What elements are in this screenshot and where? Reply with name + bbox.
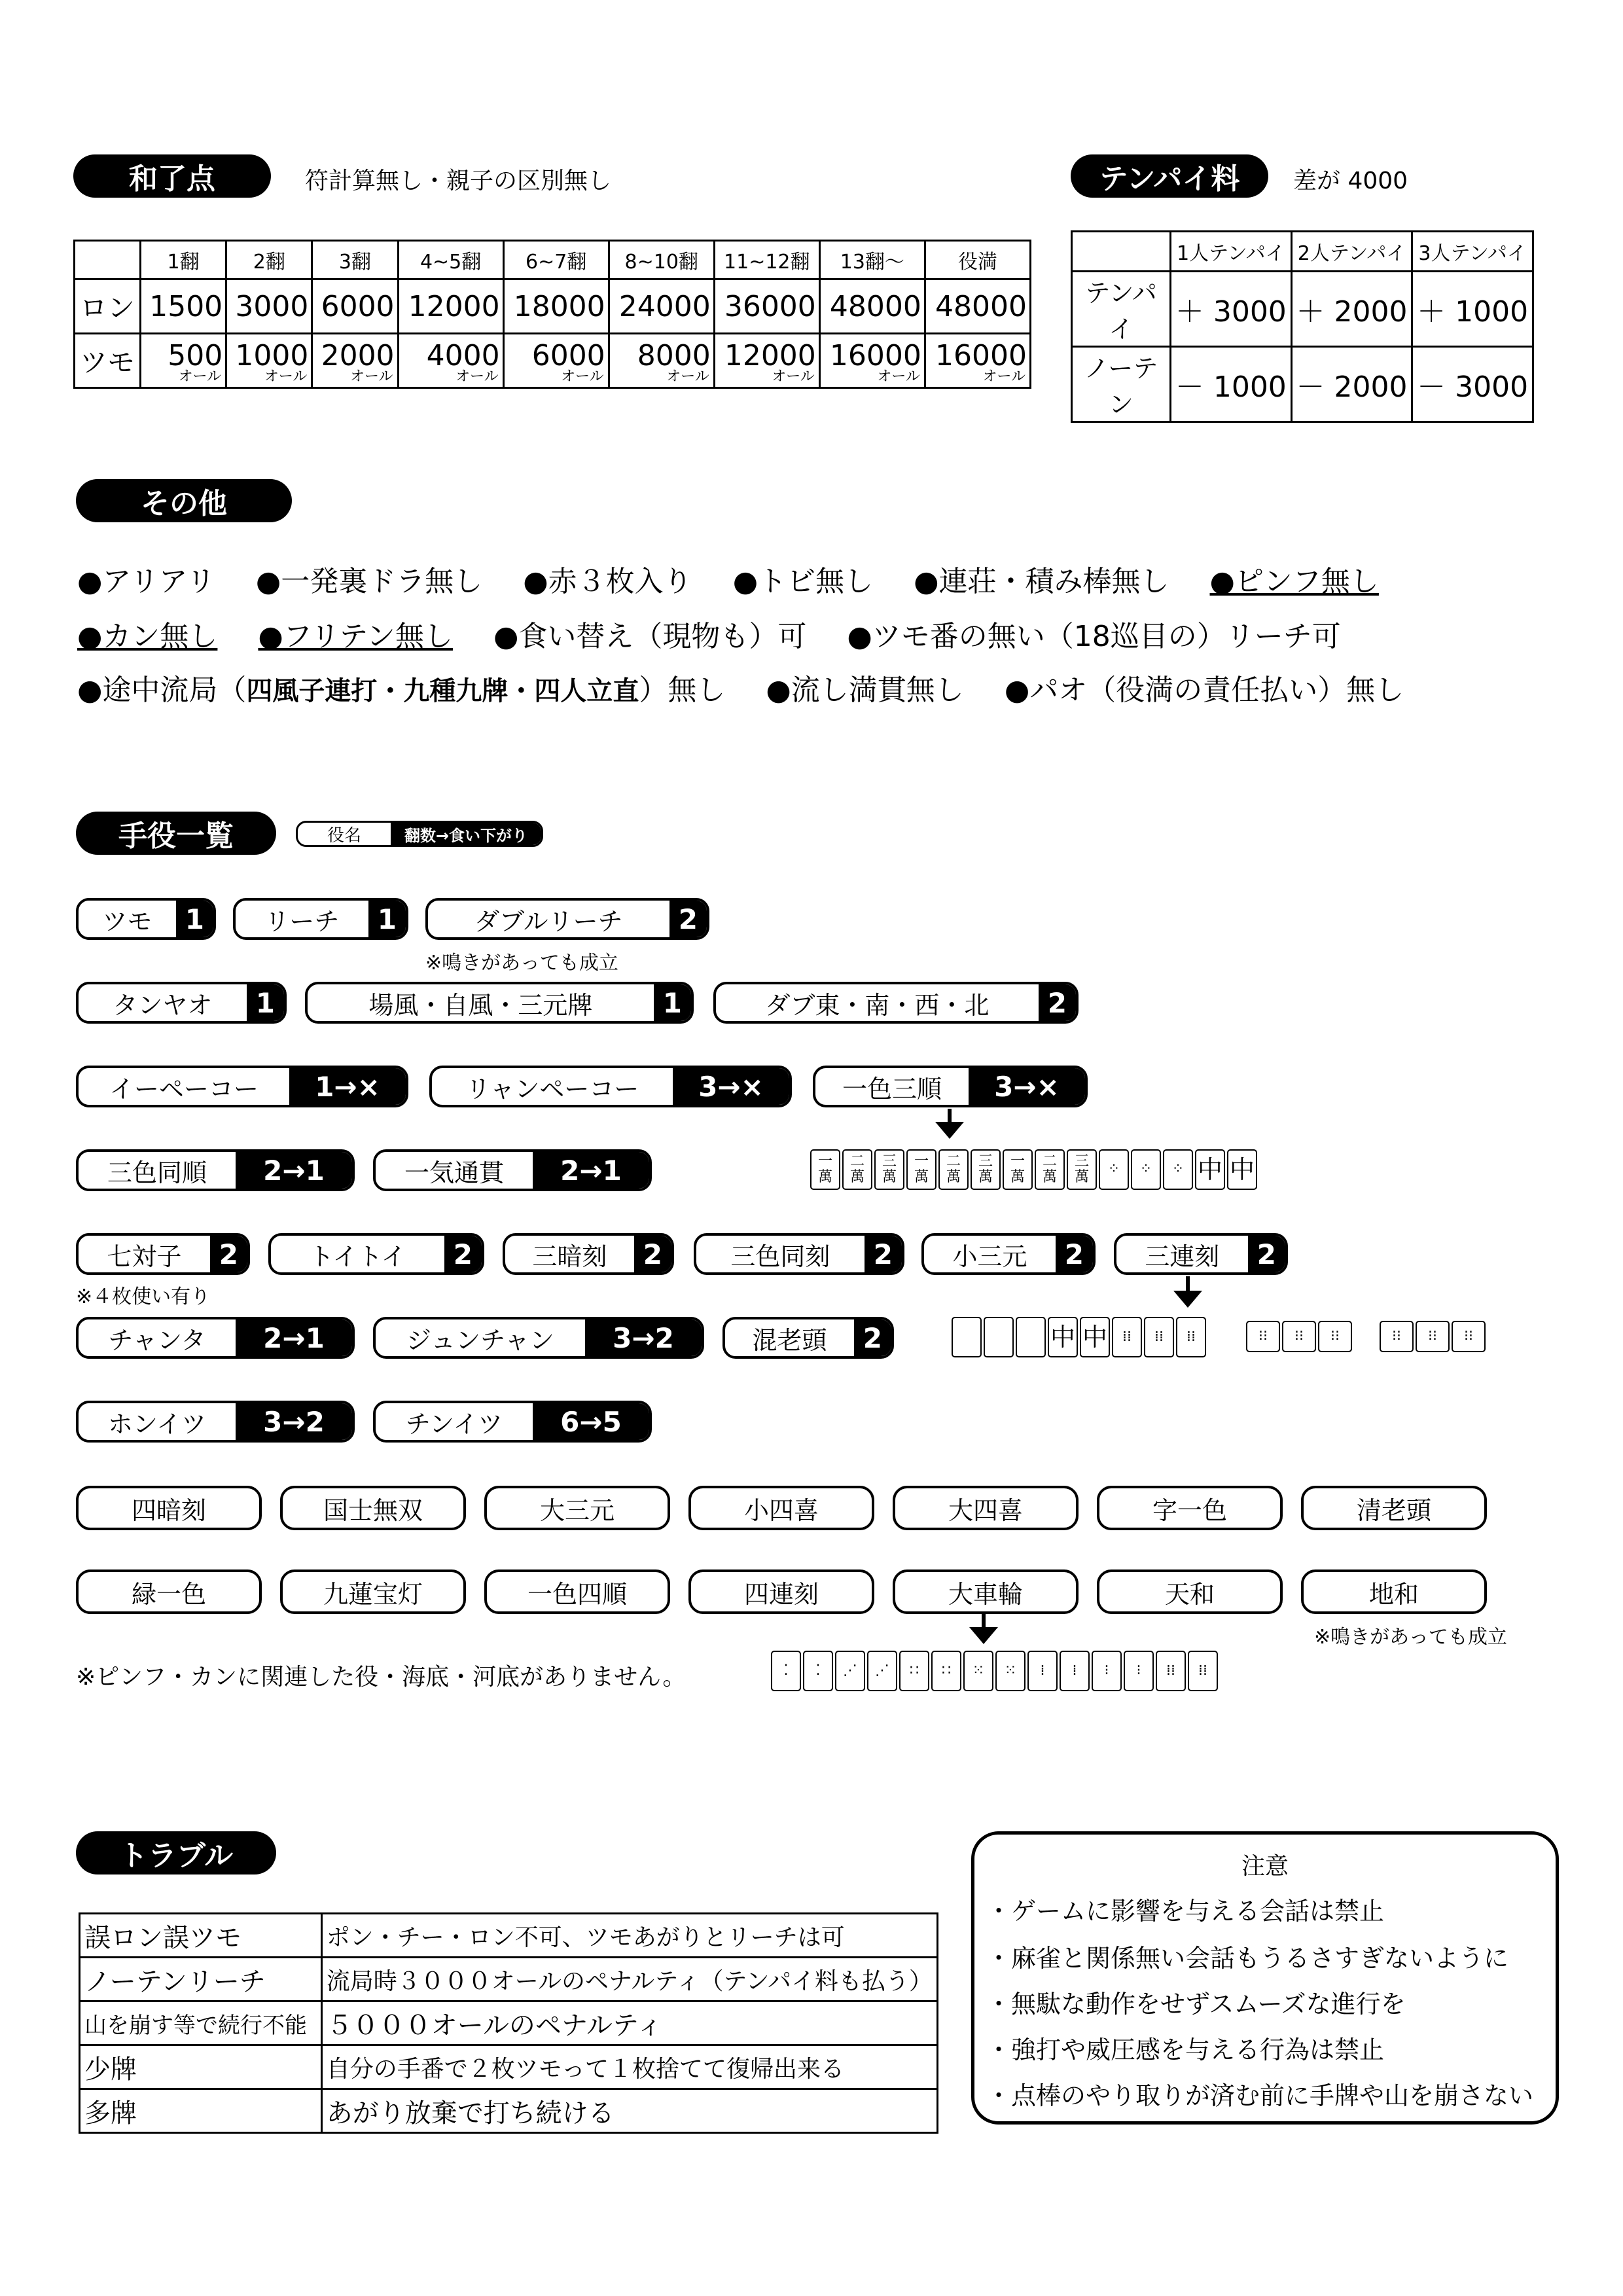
score-header-cell: 3翻 xyxy=(312,241,398,279)
rule-item: ●カン無し xyxy=(77,620,218,653)
tile-pin: ⁝ xyxy=(1092,1651,1122,1691)
noten-row xyxy=(1072,347,1533,422)
score-header-cell: 役満 xyxy=(925,241,1030,279)
tile-pin: ∷ xyxy=(931,1651,961,1691)
yaku-toitoi: トイトイ 2 xyxy=(268,1233,484,1275)
score-header-cell: 6~7翻 xyxy=(503,241,609,279)
trouble-case: 多牌 xyxy=(80,2089,322,2133)
tile-chun: 中 xyxy=(1080,1317,1110,1357)
trouble-case: 誤ロン誤ツモ xyxy=(80,1914,322,1958)
ron-cell: 12000 xyxy=(398,279,503,334)
legend-name: 役名 xyxy=(327,825,361,846)
tsumo-cell: 16000 オール xyxy=(925,334,1030,388)
yaku-riichi: リーチ 1 xyxy=(233,898,408,940)
rule-item: ）無し xyxy=(639,673,726,707)
yakuman-suuankou: 四暗刻 xyxy=(76,1486,262,1530)
tenpai-header-cell: 1人テンパイ xyxy=(1171,232,1292,272)
tile-chun: 中 xyxy=(1195,1149,1225,1190)
noten-row-label: ノーテン xyxy=(1072,347,1171,422)
tsumo-cell: 16000 オール xyxy=(819,334,925,388)
sonota-title: その他 xyxy=(76,479,292,522)
score-header-cell: 1翻 xyxy=(141,241,226,279)
tiles-sanrenkou xyxy=(952,1317,1206,1357)
arrow-down-icon xyxy=(969,1627,998,1644)
trouble-table xyxy=(79,1912,938,2134)
yaku-iipeikou: イーペーコー 1→× xyxy=(76,1066,408,1107)
yaku-shousangen: 小三元 2 xyxy=(921,1233,1096,1275)
yaku-tanyao: タンヤオ 1 xyxy=(76,982,287,1024)
tile-sou-sideways: ⁝⁝ xyxy=(1416,1321,1450,1352)
tile-pin: ⋰ xyxy=(835,1651,865,1691)
tile-sou: ⁞⁞ xyxy=(1112,1317,1142,1357)
ron-cell: 48000 xyxy=(925,279,1030,334)
tile-pin: ⁝ xyxy=(1124,1651,1154,1691)
tile-pin: ∷ xyxy=(899,1651,929,1691)
tiles-sanrenkou-3 xyxy=(1380,1321,1486,1352)
yakuman-daisangen: 大三元 xyxy=(484,1486,670,1530)
trouble-row xyxy=(80,2045,938,2089)
trouble-row xyxy=(80,1958,938,2001)
rule-item: ●アリアリ xyxy=(77,565,215,598)
ron-cell: 6000 xyxy=(312,279,398,334)
yaku-isshoku-sanjun: 一色三順 3→× xyxy=(813,1066,1088,1107)
yakuman-suurenkou: 四連刻 xyxy=(688,1570,874,1614)
tenpai-note: 差が 4000 xyxy=(1293,168,1408,194)
tile-haku xyxy=(1016,1317,1046,1357)
note-chiihou: ※鳴きがあっても成立 xyxy=(1314,1626,1507,1649)
tenpai-table xyxy=(1071,230,1534,423)
tenpai-cell: ＋ 1000 xyxy=(1412,272,1533,347)
trouble-penalty: 流局時３０００オールのペナルティ（テンパイ料も払う） xyxy=(321,1958,937,2001)
rule-item: ●一発裏ドラ無し xyxy=(255,565,483,598)
tsumo-row xyxy=(75,334,1031,388)
noten-cell: － 2000 xyxy=(1291,347,1412,422)
caution-item: ・強打や威圧感を与える行為は禁止 xyxy=(986,2036,1385,2064)
score-header-cell: 2翻 xyxy=(226,241,312,279)
tsumo-cell: 4000 オール xyxy=(398,334,503,388)
tile-sou: ⁞⁞ xyxy=(1176,1317,1206,1357)
rule-item: ●パオ（役満の責任払い）無し xyxy=(1004,673,1404,707)
rule-item: ●ピンフ無し xyxy=(1209,565,1379,598)
yaku-ryanpeikou: リャンペーコー 3→× xyxy=(429,1066,792,1107)
tile-pin: ⁘ xyxy=(1131,1149,1161,1190)
rule-item: ●トビ無し xyxy=(732,565,874,598)
note-double-riichi: ※鳴きがあっても成立 xyxy=(425,952,618,975)
yakuman-chuuren: 九蓮宝灯 xyxy=(280,1570,466,1614)
tile-pin: ⁚ xyxy=(803,1651,833,1691)
yakuman-chiihou: 地和 xyxy=(1301,1570,1487,1614)
caution-item: ・ゲームに影響を与える会話は禁止 xyxy=(986,1897,1385,1926)
trouble-penalty: 自分の手番で２枚ツモって１枚捨てて復帰出来る xyxy=(321,2045,937,2089)
yaku-chanta: チャンタ 2→1 xyxy=(76,1317,355,1359)
tile-pin: ⁞⁞ xyxy=(1156,1651,1186,1691)
rule-line-2 xyxy=(77,613,1372,655)
yakuman-tenhou: 天和 xyxy=(1097,1570,1283,1614)
yakuman-isshoku-yonjun: 一色四順 xyxy=(484,1570,670,1614)
tile-man: 一 萬 xyxy=(906,1149,936,1190)
tiles-sanrenkou-2 xyxy=(1246,1321,1352,1352)
tenpai-header-cell: 3人テンパイ xyxy=(1412,232,1533,272)
yaku-sanrenkou: 三連刻 2 xyxy=(1114,1233,1288,1275)
tenpai-cell: ＋ 2000 xyxy=(1291,272,1412,347)
tsumo-cell: 8000 オール xyxy=(609,334,714,388)
score-header-cell: 8~10翻 xyxy=(609,241,714,279)
tsumo-cell: 500 オール xyxy=(141,334,226,388)
tile-man: 三 萬 xyxy=(971,1149,1001,1190)
trouble-row xyxy=(80,2089,938,2133)
tile-sou-sideways: ⁝⁝ xyxy=(1246,1321,1280,1352)
arrow-down-icon xyxy=(935,1122,964,1139)
ron-cell: 36000 xyxy=(714,279,819,334)
yaku-chiitoi: 七対子 2 xyxy=(76,1233,250,1275)
ron-cell: 48000 xyxy=(819,279,925,334)
tile-man: 三 萬 xyxy=(874,1149,904,1190)
tile-haku xyxy=(952,1317,982,1357)
yakuman-tsuuiisou: 字一色 xyxy=(1097,1486,1283,1530)
tile-pin: ⁚ xyxy=(771,1651,801,1691)
tile-pin: ⁘ xyxy=(1163,1149,1193,1190)
yaku-honroutou: 混老頭 2 xyxy=(722,1317,894,1359)
ron-cell: 1500 xyxy=(141,279,226,334)
rule-item: ●途中流局（ xyxy=(77,673,247,707)
yakuman-daisharin: 大車輪 xyxy=(893,1570,1079,1614)
arrow-stem xyxy=(948,1109,952,1123)
tile-man: 一 萬 xyxy=(810,1149,840,1190)
tile-sou-sideways: ⁝⁝ xyxy=(1318,1321,1352,1352)
score-header-cell: 13翻～ xyxy=(819,241,925,279)
tsumo-label: ツモ xyxy=(75,334,141,388)
arrow-stem xyxy=(1186,1276,1190,1292)
rule-item: ●赤３枚入り xyxy=(523,565,692,598)
yakuman-chinroutou: 清老頭 xyxy=(1301,1486,1487,1530)
yaku-bottom-note: ※ピンフ・カンに関連した役・海底・河底がありません。 xyxy=(76,1664,687,1691)
tile-man: 一 萬 xyxy=(1003,1149,1033,1190)
yaku-honitsu: ホンイツ 3→2 xyxy=(76,1401,355,1443)
yaku-sanshoku: 三色同順 2→1 xyxy=(76,1149,355,1191)
score-header-cell xyxy=(75,241,141,279)
yaku-tsumo: ツモ 1 xyxy=(76,898,216,940)
noten-cell: － 1000 xyxy=(1171,347,1292,422)
tenpai-header-cell: 2人テンパイ xyxy=(1291,232,1412,272)
yaku-sanankou: 三暗刻 2 xyxy=(503,1233,674,1275)
yaku-sanshoku-doukou: 三色同刻 2 xyxy=(694,1233,904,1275)
yakuman-daisuushii: 大四喜 xyxy=(893,1486,1079,1530)
rule-line-1 xyxy=(77,558,1410,600)
rule-item: ●連荘・積み棒無し xyxy=(914,565,1169,598)
yaku-legend xyxy=(296,821,543,847)
agari-note: 符計算無し・親子の区別無し xyxy=(305,168,612,194)
rule-item: ●食い替え（現物も）可 xyxy=(493,620,807,653)
tiles-isshoku-sanjun xyxy=(810,1149,1257,1190)
tsumo-cell: 1000 オール xyxy=(226,334,312,388)
tile-man: 三 萬 xyxy=(1067,1149,1097,1190)
tile-pin: ⁞ xyxy=(1027,1651,1058,1691)
noten-cell: － 3000 xyxy=(1412,347,1533,422)
ron-cell: 24000 xyxy=(609,279,714,334)
yaku-chinitsu: チンイツ 6→5 xyxy=(373,1401,652,1443)
tile-haku xyxy=(984,1317,1014,1357)
trouble-row xyxy=(80,2001,938,2045)
caution-item: ・点棒のやり取りが済む前に手牌や山を崩さない xyxy=(986,2081,1534,2110)
tile-chun: 中 xyxy=(1048,1317,1078,1357)
agari-title: 和了点 xyxy=(73,154,271,198)
tiles-daisharin xyxy=(771,1651,1218,1691)
tsumo-cell: 12000 オール xyxy=(714,334,819,388)
tsumo-cell: 2000 オール xyxy=(312,334,398,388)
trouble-penalty: ５０００オールのペナルティ xyxy=(321,2001,937,2045)
trouble-title: トラブル xyxy=(76,1831,276,1874)
rule-item: ●フリテン無し xyxy=(258,620,453,653)
rule-line-3 xyxy=(77,666,1435,708)
caution-item: ・麻雀と関係無い会話もうるさすぎないように xyxy=(986,1944,1509,1973)
yakuman-shousuushii: 小四喜 xyxy=(688,1486,874,1530)
tenpai-row xyxy=(1072,272,1533,347)
ron-row xyxy=(75,279,1031,334)
arrow-stem xyxy=(982,1614,986,1628)
score-header-cell: 11~12翻 xyxy=(714,241,819,279)
ron-label: ロン xyxy=(75,279,141,334)
trouble-case: 少牌 xyxy=(80,2045,322,2089)
rule-item: ●ツモ番の無い（18巡目の）リーチ可 xyxy=(847,620,1341,653)
yaku-title: 手役一覧 xyxy=(76,812,276,855)
yakuman-kokushi: 国士無双 xyxy=(280,1486,466,1530)
trouble-case: ノーテンリーチ xyxy=(80,1958,322,2001)
tile-pin: ⁘ xyxy=(1099,1149,1129,1190)
tenpai-title: テンパイ料 xyxy=(1071,154,1268,198)
tile-man: 二 萬 xyxy=(842,1149,872,1190)
tile-sou-sideways: ⁝⁝ xyxy=(1380,1321,1414,1352)
caution-item: ・無駄な動作をせずスムーズな進行を xyxy=(986,1990,1406,2018)
tile-man: 二 萬 xyxy=(1035,1149,1065,1190)
tenpai-cell: ＋ 3000 xyxy=(1171,272,1292,347)
yakuman-ryuuiisou: 緑一色 xyxy=(76,1570,262,1614)
yaku-junchan: ジュンチャン 3→2 xyxy=(373,1317,704,1359)
yaku-ittsu: 一気通貫 2→1 xyxy=(373,1149,652,1191)
score-header-cell: 4~5翻 xyxy=(398,241,503,279)
yaku-bakaze: 場風・自風・三元牌 1 xyxy=(305,982,694,1024)
tile-sou-sideways: ⁝⁝ xyxy=(1452,1321,1486,1352)
tile-sou-sideways: ⁝⁝ xyxy=(1282,1321,1316,1352)
trouble-row xyxy=(80,1914,938,1958)
tile-pin: ⁞ xyxy=(1060,1651,1090,1691)
rule-item: ●流し満貫無し xyxy=(766,673,964,707)
trouble-penalty: あがり放棄で打ち続ける xyxy=(321,2089,937,2133)
tile-pin: ⁙ xyxy=(963,1651,993,1691)
trouble-case: 山を崩す等で続行不能 xyxy=(80,2001,322,2045)
tile-pin: ⋰ xyxy=(867,1651,897,1691)
tenpai-header-row xyxy=(1072,232,1533,272)
caution-title: 注意 xyxy=(1241,1853,1289,1880)
note-chiitoi: ※４枚使い有り xyxy=(76,1285,211,1308)
ron-cell: 3000 xyxy=(226,279,312,334)
yaku-double-wind: ダブ東・南・西・北 2 xyxy=(713,982,1079,1024)
tenpai-row-label: テンパイ xyxy=(1072,272,1171,347)
tenpai-header-cell xyxy=(1072,232,1171,272)
tile-man: 二 萬 xyxy=(938,1149,969,1190)
caution-box xyxy=(971,1831,1559,2125)
tsumo-cell: 6000 オール xyxy=(503,334,609,388)
trouble-penalty: ポン・チー・ロン不可、ツモあがりとリーチは可 xyxy=(321,1914,937,1958)
tile-sou: ⁞⁞ xyxy=(1144,1317,1174,1357)
tile-pin: ⁞⁞ xyxy=(1188,1651,1218,1691)
score-header-row xyxy=(75,241,1031,279)
tile-chun: 中 xyxy=(1227,1149,1257,1190)
ron-cell: 18000 xyxy=(503,279,609,334)
legend-han: 翻数→食い下がり xyxy=(391,823,541,845)
yaku-double-riichi: ダブルリーチ 2 xyxy=(425,898,709,940)
rule-item: 四風子連打・九種九牌・四人立直 xyxy=(246,676,639,706)
score-table xyxy=(73,240,1031,389)
tile-pin: ⁙ xyxy=(995,1651,1026,1691)
arrow-down-icon xyxy=(1173,1291,1202,1308)
